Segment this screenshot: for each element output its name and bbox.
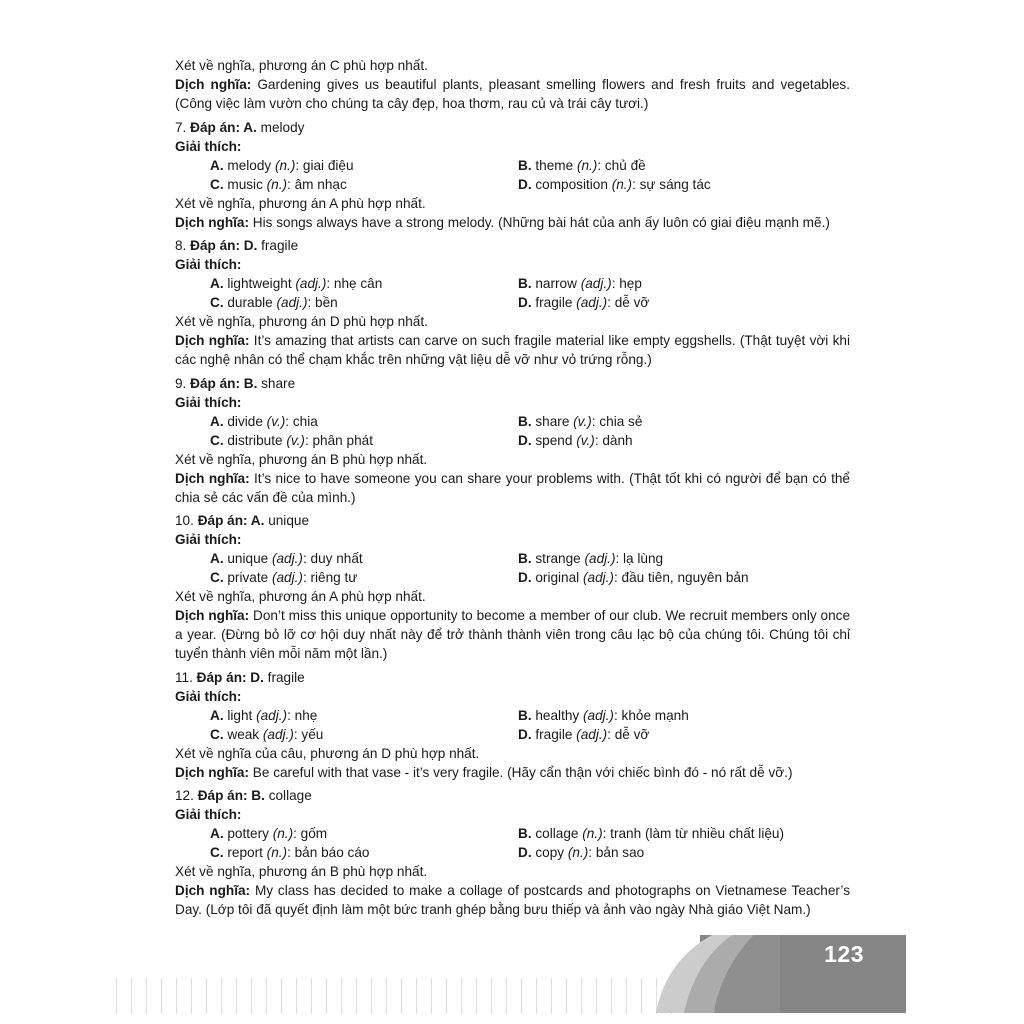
question-number: 7.: [175, 119, 187, 135]
option-item: D. fragile (adj.): dễ vỡ: [518, 726, 650, 742]
option-item: D. original (adj.): đầu tiên, nguyên bản: [518, 570, 749, 585]
option-pos: (adj.): [576, 295, 608, 310]
option-letter: C.: [210, 432, 224, 448]
conclusion-line: Xét về nghĩa của câu, phương án D phù hợp nhất.: [175, 745, 480, 761]
options-grid: [175, 824, 850, 862]
answer-label: Đáp án: A.: [197, 513, 265, 528]
answer-word: melody: [260, 119, 305, 135]
translation-label: Dịch nghĩa:: [175, 608, 250, 623]
option-pos: (adj.): [271, 570, 303, 585]
answer-word: unique: [268, 513, 310, 528]
option-letter: C.: [210, 176, 224, 192]
question-number: 11.: [175, 669, 193, 685]
translation-text: My class has decided to make a collage of postcards and photographs on Vietnamese Teacher’s Day. (Lớp tôi đã quyết định làm một bức tranh ghép bằng bưu thiếp và ảnh vào ngày Nhà giáo Việt Nam.): [175, 883, 850, 917]
option-letter: A.: [210, 413, 224, 429]
option-pos: (n.): [274, 157, 296, 173]
conclusion-line: Xét về nghĩa, phương án D phù hợp nhất.: [175, 314, 428, 329]
option-item: B. collage (n.): tranh (làm từ nhiều chất liệu): [518, 826, 784, 841]
explain-label: Giải thích:: [175, 532, 242, 547]
translation-paragraph: [175, 763, 850, 782]
option-item: A. divide (v.): chia: [210, 413, 318, 429]
option-letter: D.: [518, 295, 532, 310]
options-grid: [175, 549, 850, 587]
footer-tick-lines: [116, 978, 686, 1014]
option-letter: A.: [210, 157, 224, 173]
answer-label: Đáp án: B.: [197, 788, 265, 803]
option-item: D. composition (n.): sự sáng tác: [518, 176, 711, 192]
translation-label: Dịch nghĩa:: [175, 764, 250, 780]
option-pos: (n.): [266, 845, 288, 860]
option-letter: C.: [210, 295, 224, 310]
translation-text: Don’t miss this unique opportunity to become a member of our club. We recruit members only once a year. (Đừng bỏ lỡ cơ hội duy nhất này để trở thành thành viên trong câu lạc bộ của chúng tôi. Chúng tôi chỉ tuyển thành viên mỗi năm một lần.): [175, 608, 851, 661]
options-grid: [175, 412, 850, 450]
question-number: 12.: [175, 788, 194, 803]
option-letter: C.: [210, 726, 224, 742]
option-letter: B.: [518, 276, 532, 291]
translation-text: His songs always have a strong melody. (Những bài hát của anh ấy luôn có giai điệu mạnh mẽ.): [252, 214, 830, 230]
option-letter: C.: [210, 845, 224, 860]
option-pos: (adj.): [276, 295, 308, 310]
explain-line: [175, 255, 850, 274]
explain-label: Giải thích:: [175, 394, 242, 410]
document-body: [175, 56, 850, 919]
option-pos: (v.): [286, 432, 305, 448]
option-item: A. melody (n.): giai điệu: [210, 157, 354, 173]
conclusion-line: Xét về nghĩa, phương án B phù hợp nhất.: [175, 451, 428, 467]
explain-line: [175, 530, 850, 549]
explain-line: [175, 137, 850, 156]
question-number: 8.: [175, 238, 187, 253]
explain-line: [175, 393, 850, 412]
answer-label: Đáp án: D.: [190, 238, 258, 253]
option-pos: (n.): [576, 157, 598, 173]
translation-label: Dịch nghĩa:: [175, 77, 252, 92]
option-letter: C.: [210, 570, 224, 585]
question-head: [175, 511, 850, 530]
translation-text: Be careful with that vase - it’s very fragile. (Hãy cẩn thận với chiếc bình đó - nó rất dễ vỡ.): [252, 764, 793, 780]
option-letter: B.: [518, 551, 532, 566]
option-item: B. strange (adj.): lạ lùng: [518, 551, 664, 566]
option-pos: (n.): [582, 826, 603, 841]
answer-label: Đáp án: A.: [190, 119, 257, 135]
conclusion-line: Xét về nghĩa, phương án A phù hợp nhất.: [175, 195, 426, 211]
conclusion-line: Xét về nghĩa, phương án B phù hợp nhất.: [175, 864, 428, 879]
explain-label: Giải thích:: [175, 688, 242, 704]
explain-label: Giải thích:: [175, 257, 242, 272]
translation-text: It’s nice to have someone you can share your problems with. (Thật tốt khi có người để bạn có thể chia sẻ các vấn đề của mình.): [175, 470, 850, 505]
option-letter: B.: [518, 157, 532, 173]
question-block: [175, 511, 850, 663]
option-item: B. theme (n.): chủ đề: [518, 157, 646, 173]
option-pos: (v.): [576, 432, 595, 448]
questions-container: [175, 118, 850, 920]
option-pos: (adj.): [582, 570, 614, 585]
option-letter: A.: [210, 826, 224, 841]
options-grid: [175, 274, 850, 312]
question-head: [175, 786, 850, 805]
question-head: [175, 374, 850, 393]
option-pos: (adj.): [580, 276, 612, 291]
option-pos: (n.): [266, 176, 288, 192]
option-item: C. private (adj.): riêng tư: [210, 570, 358, 585]
question-block: [175, 668, 850, 782]
option-item: B. healthy (adj.): khỏe mạnh: [518, 707, 689, 723]
options-grid: [175, 156, 850, 194]
option-item: C. weak (adj.): yếu: [210, 726, 324, 742]
option-item: B. share (v.): chia sẻ: [518, 413, 643, 429]
option-item: C. distribute (v.): phân phát: [210, 432, 373, 448]
option-pos: (v.): [266, 413, 286, 429]
option-pos: (n.): [272, 826, 294, 841]
translation-paragraph: [175, 469, 850, 507]
option-letter: B.: [518, 707, 532, 723]
option-letter: A.: [210, 276, 224, 291]
question-head: [175, 118, 850, 137]
option-item: C. durable (adj.): bền: [210, 295, 338, 310]
option-item: D. spend (v.): dành: [518, 432, 633, 448]
explain-label: Giải thích:: [175, 138, 242, 154]
option-item: D. copy (n.): bản sao: [518, 845, 645, 860]
option-pos: (n.): [567, 845, 589, 860]
option-item: C. music (n.): âm nhạc: [210, 176, 347, 192]
option-letter: A.: [210, 707, 224, 723]
option-pos: (adj.): [271, 551, 303, 566]
conclusion-line: Xét về nghĩa, phương án A phù hợp nhất.: [175, 589, 426, 604]
option-pos: (adj.): [295, 276, 327, 291]
option-pos: (adj.): [582, 707, 614, 723]
option-letter: D.: [518, 432, 532, 448]
explain-line: [175, 687, 850, 706]
intro-translation-paragraph: [175, 75, 850, 113]
translation-paragraph: [175, 881, 850, 919]
question-block: [175, 374, 850, 507]
question-number: 9.: [175, 375, 187, 391]
option-item: A. unique (adj.): duy nhất: [210, 551, 363, 566]
question-block: [175, 236, 850, 369]
option-item: A. pottery (n.): gốm: [210, 826, 328, 841]
explain-label: Giải thích:: [175, 807, 242, 822]
option-item: D. fragile (adj.): dễ vỡ: [518, 295, 650, 310]
answer-label: Đáp án: D.: [196, 669, 264, 685]
option-pos: (adj.): [584, 551, 616, 566]
option-letter: D.: [518, 176, 532, 192]
option-letter: B.: [518, 413, 532, 429]
translation-paragraph: [175, 213, 850, 232]
translation-label: Dịch nghĩa:: [175, 333, 250, 348]
explain-line: [175, 805, 850, 824]
question-block: [175, 786, 850, 919]
question-head: [175, 668, 850, 687]
translation-label: Dịch nghĩa:: [175, 883, 251, 898]
translation-paragraph: [175, 331, 850, 369]
option-pos: (adj.): [256, 707, 288, 723]
page-number: 123: [824, 941, 864, 967]
option-pos: (adj.): [262, 726, 294, 742]
answer-word: share: [261, 375, 296, 391]
translation-text: It’s amazing that artists can carve on such fragile material like empty eggshells. (Thật tuyệt vời khi các nghệ nhân có thể chạm khắc trên những vật liệu dễ vỡ như vỏ trứng rỗng.): [175, 333, 850, 367]
answer-word: fragile: [267, 669, 305, 685]
option-pos: (adj.): [576, 726, 608, 742]
translation-paragraph: [175, 606, 850, 663]
translation-text: Gardening gives us beautiful plants, pleasant smelling flowers and fresh fruits and vegetables. (Công việc làm vườn cho chúng ta cây đẹp, hoa thơm, rau củ và trái cây tươi.): [175, 77, 850, 111]
option-letter: D.: [518, 845, 532, 860]
option-item: B. narrow (adj.): hẹp: [518, 276, 642, 291]
translation-label: Dịch nghĩa:: [175, 470, 250, 486]
option-item: A. light (adj.): nhẹ: [210, 707, 318, 723]
option-item: A. lightweight (adj.): nhẹ cân: [210, 276, 383, 291]
question-head: [175, 236, 850, 255]
translation-label: Dịch nghĩa:: [175, 214, 250, 230]
question-number: 10.: [175, 513, 194, 528]
answer-label: Đáp án: B.: [190, 375, 258, 391]
answer-word: fragile: [261, 238, 299, 253]
intro-conclusion-line: Xét về nghĩa, phương án C phù hợp nhất.: [175, 58, 428, 73]
option-letter: D.: [518, 726, 532, 742]
option-letter: B.: [518, 826, 532, 841]
answer-word: collage: [268, 788, 312, 803]
options-grid: [175, 706, 850, 744]
option-item: C. report (n.): bản báo cáo: [210, 845, 370, 860]
question-block: [175, 118, 850, 232]
option-pos: (v.): [573, 413, 592, 429]
option-pos: (n.): [611, 176, 633, 192]
option-letter: A.: [210, 551, 224, 566]
footer-swoosh-decoration: [650, 935, 780, 1013]
option-letter: D.: [518, 570, 532, 585]
